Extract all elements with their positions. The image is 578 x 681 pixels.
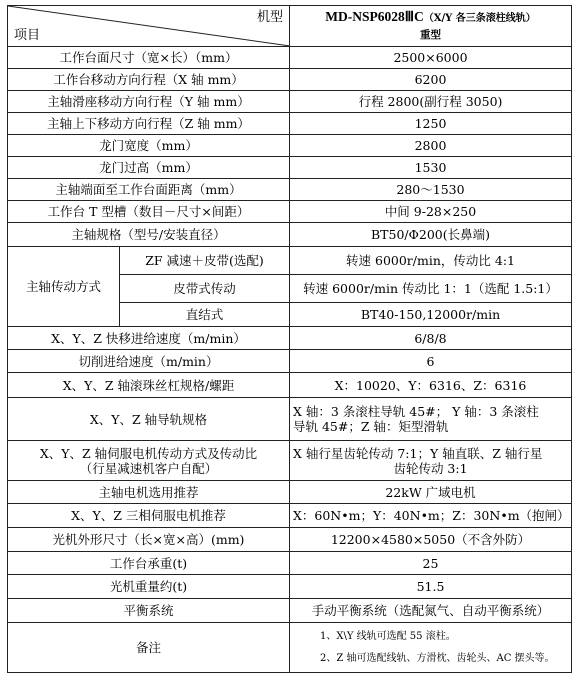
model-suffix: （X/Y 各三条滚柱线轨）: [423, 13, 536, 24]
table-row: [8, 157, 572, 179]
row-value: 22kW 广域电机: [290, 481, 572, 504]
drive-value: BT40-150,12000r/min: [290, 303, 572, 327]
table-row: [8, 179, 572, 201]
row-value: 中间 9-28×250: [290, 201, 572, 223]
table-row: [8, 91, 572, 113]
drive-label: 主轴传动方式: [8, 247, 120, 327]
table-row: [8, 327, 572, 350]
drive-sub-label: ZF 减速＋皮带(选配): [120, 247, 290, 275]
row-value: 280～1530: [290, 179, 572, 201]
row-label: 工作台 T 型槽（数目－尺寸×间距）: [8, 201, 290, 223]
row-value: 25: [290, 552, 572, 575]
servo-drive-value: [290, 441, 572, 481]
row-value: X：60N•m；Y：40N•m；Z：30N•m（抱闸）: [290, 504, 572, 528]
remark-note-2: 2、Z 轴可选配线轨、方滑枕、齿轮头、AC 摆头等。: [320, 652, 555, 664]
row-label: 龙门过高（mm）: [8, 157, 290, 179]
row-value: 行程 2800(副行程 3050): [290, 91, 572, 113]
servo-drive-row: [8, 441, 572, 481]
remark-note-1: 1、X\Y 线轨可选配 55 滚柱。: [320, 630, 456, 642]
row-label: 光机外形尺寸（长×宽×高）(mm): [8, 528, 290, 552]
drive-value: 转速 6000r/min 传动比 1：1（选配 1.5:1）: [290, 275, 572, 303]
spec-table: [7, 5, 572, 673]
table-row: [8, 599, 572, 623]
model-column-label: 机型: [256, 10, 283, 25]
table-row: [8, 135, 572, 157]
row-value: 6/8/8: [290, 327, 572, 350]
row-value: 2500×6000: [290, 47, 572, 69]
row-label: 切削进给速度（m/min）: [8, 350, 290, 373]
row-label: 工作台面尺寸（宽×长）（mm）: [8, 47, 290, 69]
guide-row: [8, 398, 572, 441]
row-label: 龙门宽度（mm）: [8, 135, 290, 157]
spec-sheet: [7, 5, 571, 677]
servo-drive-value-line2: 齿轮传动 3:1: [393, 460, 468, 476]
table-row: [8, 504, 572, 528]
table-row: [8, 481, 572, 504]
row-value: 51.5: [290, 575, 572, 599]
row-value: 6200: [290, 69, 572, 91]
guide-value-line2: 导轨 45#；Z 轴：矩型滑轨: [293, 419, 449, 434]
table-row: [8, 528, 572, 552]
header-row: [8, 6, 572, 47]
row-value: 手动平衡系统（选配氮气、自动平衡系统）: [290, 599, 572, 623]
drive-value: 转速 6000r/min，传动比 4:1: [290, 247, 572, 275]
guide-value: [290, 398, 572, 441]
header-corner-cell: [8, 6, 290, 47]
table-row: [8, 223, 572, 247]
drive-sub-label: 直结式: [120, 303, 290, 327]
row-label: 主轴上下移动方向行程（Z 轴 mm）: [8, 113, 290, 135]
row-value: BT50/Φ200(长鼻端): [290, 223, 572, 247]
table-row: [8, 113, 572, 135]
row-label: 主轴滑座移动方向行程（Y 轴 mm）: [8, 91, 290, 113]
row-label: X、Y、Z 快移进给速度（m/min）: [8, 327, 290, 350]
remarks-row: [8, 623, 572, 673]
table-row: [8, 201, 572, 223]
row-value: 12200×4580×5050（不含外防）: [290, 528, 572, 552]
drive-row: [8, 247, 572, 275]
row-label: X、Y、Z 轴滚珠丝杠规格/螺距: [8, 373, 290, 398]
table-row: [8, 373, 572, 398]
guide-label: X、Y、Z 轴导轨规格: [8, 398, 290, 441]
row-label: 主轴电机选用推荐: [8, 481, 290, 504]
table-row: [8, 47, 572, 69]
remarks-label: 备注: [8, 623, 290, 673]
servo-drive-label-line1: X、Y、Z 轴伺服电机传动方式及传动比: [39, 445, 258, 461]
model-type: 重型: [420, 29, 441, 41]
table-row: [8, 552, 572, 575]
table-row: [8, 350, 572, 373]
diagonal-line: [8, 6, 290, 46]
servo-drive-label: [8, 441, 290, 481]
row-value: 1530: [290, 157, 572, 179]
row-label: 主轴端面至工作台面距离（mm）: [8, 179, 290, 201]
row-label: 工作台移动方向行程（X 轴 mm）: [8, 69, 290, 91]
table-row: [8, 69, 572, 91]
row-label: 工作台承重(t): [8, 552, 290, 575]
guide-value-line1: X 轴：3 条滚柱导轨 45#； Y 轴：3 条滚柱: [293, 404, 539, 419]
item-column-label: 项目: [14, 28, 41, 43]
row-value: 6: [290, 350, 572, 373]
row-label: 主轴规格（型号/安装直径）: [8, 223, 290, 247]
remarks-value: [290, 623, 572, 673]
model-name: MD-NSP6028ⅢC: [325, 9, 424, 24]
table-row: [8, 575, 572, 599]
row-label: 平衡系统: [8, 599, 290, 623]
servo-drive-label-line2: （行星减速机客户自配）: [79, 460, 218, 476]
drive-sub-label: 皮带式传动: [120, 275, 290, 303]
row-label: X、Y、Z 三相伺服电机推荐: [8, 504, 290, 528]
row-value: X：10020、Y：6316、Z：6316: [290, 373, 572, 398]
row-value: 2800: [290, 135, 572, 157]
servo-drive-value-line1: X 轴行星齿轮传动 7:1；Y 轴直联、Z 轴行星: [293, 445, 543, 461]
row-label: 光机重量约(t): [8, 575, 290, 599]
model-header-cell: [290, 6, 572, 47]
row-value: 1250: [290, 113, 572, 135]
